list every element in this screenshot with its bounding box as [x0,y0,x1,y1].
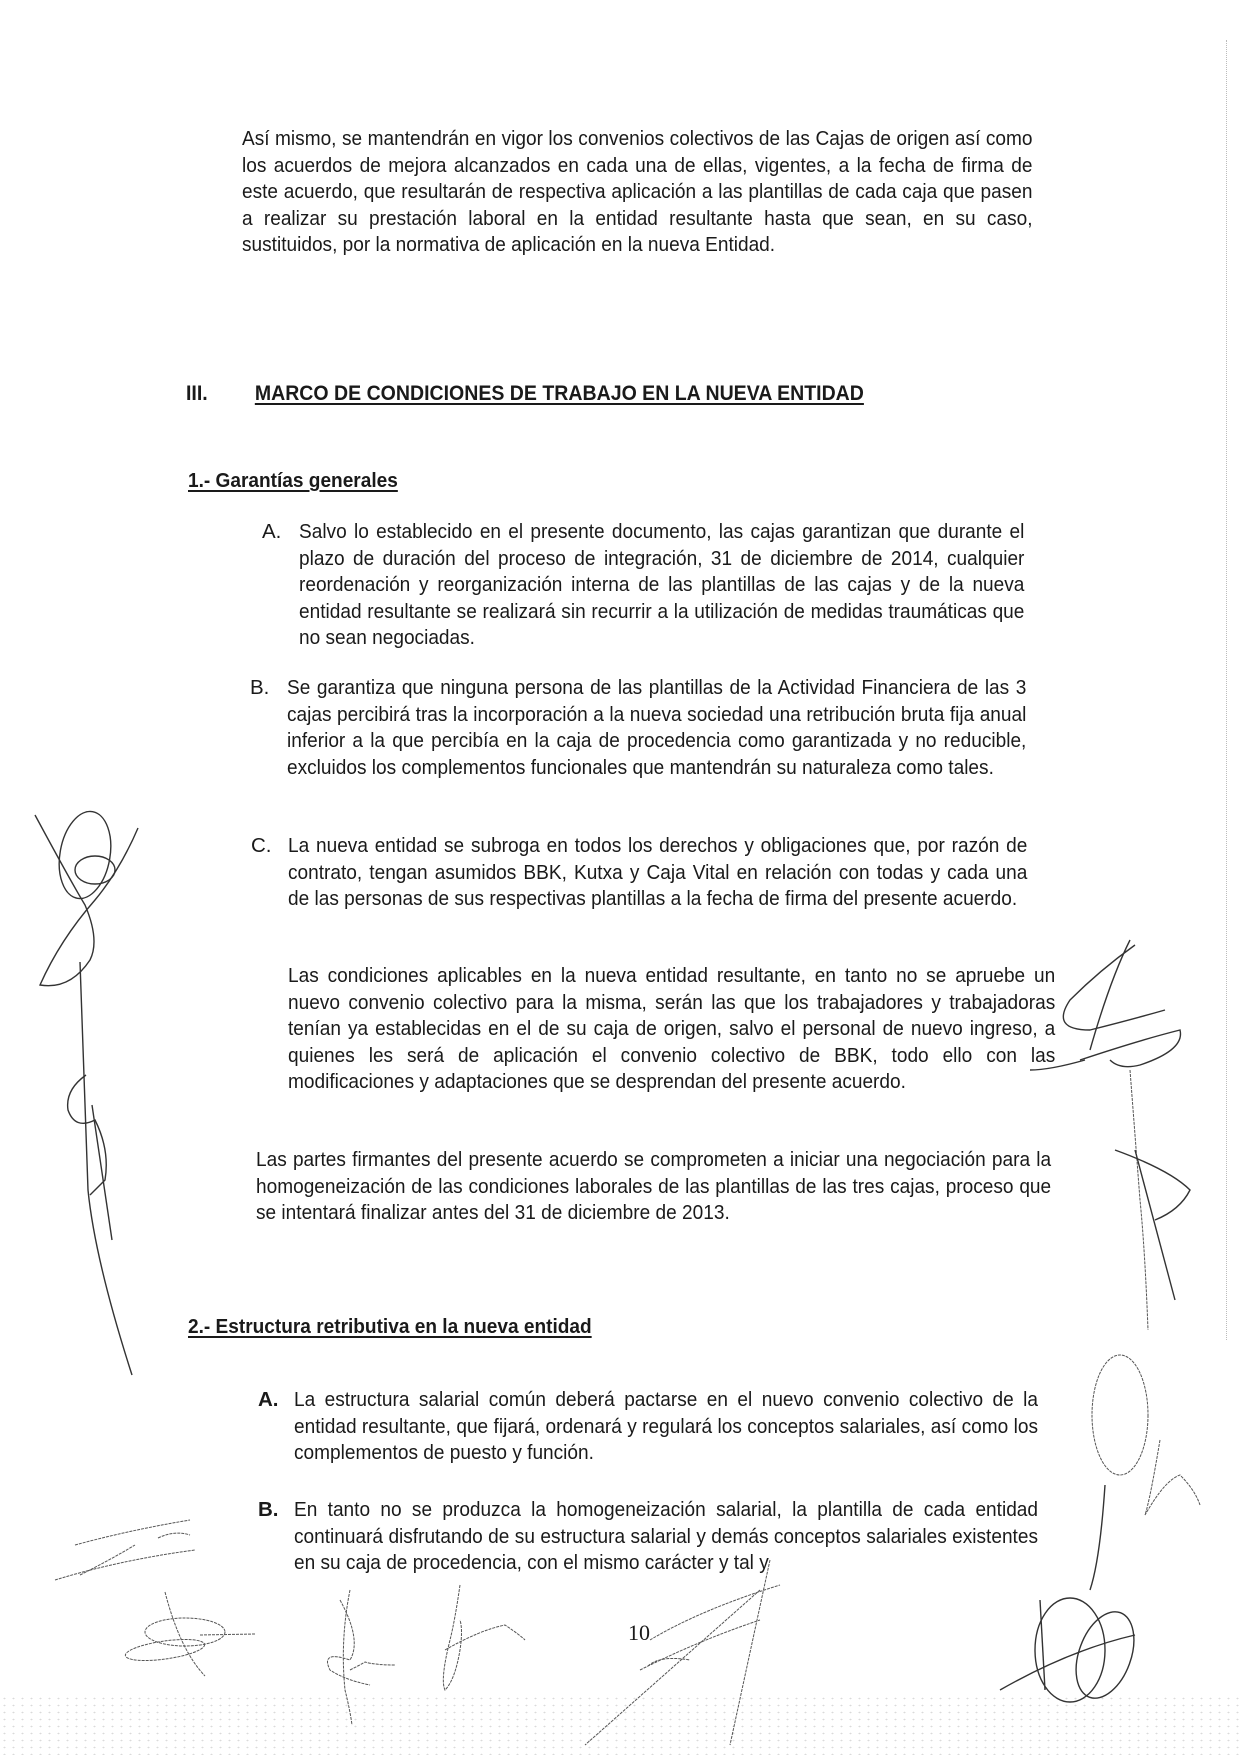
item-text: En tanto no se produzca la homogeneización salarial, la plantilla de cada entidad continuará disfrutando de su estructura salarial y demás conceptos salariales existentes en su caja de procedencia, con el mismo carácter y tal y [294,1498,1038,1575]
item-letter: B. [250,676,270,699]
section-heading [186,382,864,406]
signature-bottom-left-1 [55,1520,195,1580]
item-letter: A. [262,520,282,543]
signature-bottom-left-4 [443,1585,525,1690]
item-letter: C. [251,834,272,857]
signature-right-lower [1090,1355,1200,1590]
signature-bottom-right [1000,1598,1145,1706]
item-text: Salvo lo establecido en el presente documento, las cajas garantizan que durante el plazo de duración del proceso de integración, 31 de diciembre de 2014, cualquier reordenación y reorganización interna de las plantillas de las cajas y de la nueva entidad resultante se realizará sin recurrir a la utilización de medidas traumáticas que no sean negociadas. [299,520,1025,650]
item-letter: B. [258,1498,279,1521]
item-1c-continuation: Las condiciones aplicables en la nueva entidad resultante, en tanto no se apruebe un nuevo convenio colectivo para la misma, serán las que los trabajadores y trabajadoras tenían ya establecidas en el de su caja de origen, salvo el personal de nuevo ingreso, a quienes les será de aplicación el convenio colectivo de BBK, todo ello con las modificaciones y adaptaciones que se desprendan del presente acuerdo. [288,964,1056,1094]
scan-edge-line [1226,40,1227,1340]
section-number: III. [186,382,208,405]
item-text: Se garantiza que ninguna persona de las plantillas de la Actividad Financiera de las 3 cajas percibirá tras la incorporación a la nueva sociedad una retribución bruta fija anual inferior a la que percibía en la caja de procedencia como garantizada y no reducible, excluidos los complementos funcionales que mantendrán su naturaleza como tales. [287,676,1027,779]
page-number: 10 [628,1620,650,1645]
item-text: La estructura salarial común deberá pactarse en el nuevo convenio colectivo de la entidad resultante, que fijará, ordenará y regulará los conceptos salariales, así como los complementos de puesto y función. [294,1388,1038,1465]
signature-bottom-left-2 [124,1592,255,1676]
scan-noise [0,1695,1241,1755]
subsection-1-closing-paragraph: Las partes firmantes del presente acuerdo se comprometen a iniciar una negociación para la homogeneización de las condiciones laborales de las plantillas de las tres cajas, proceso que se intentará finalizar antes del 31 de diciembre de 2013. [256,1148,1052,1225]
item-text: La nueva entidad se subroga en todos los derechos y obligaciones que, por razón de contrato, tengan asumidos BBK, Kutxa y Caja Vital en relación con todas y cada una de las personas de sus respectivas plantillas a la fecha de firma del presente acuerdo. [288,834,1028,911]
item-letter: A. [258,1388,279,1411]
intro-paragraph: Así mismo, se mantendrán en vigor los convenios colectivos de las Cajas de origen así como los acuerdos de mejora alcanzados en cada una de ellas, vigentes, a la fecha de firma de este acuerdo, que resultarán de respectiva aplicación a las plantillas de cada caja que pasen a realizar su prestación laboral en la entidad resultante hasta que sean, en su caso, sustituidos, por la normativa de aplicación en la nueva Entidad. [242,127,1033,257]
section-title: MARCO DE CONDICIONES DE TRABAJO EN LA NUEVA ENTIDAD [254,382,864,405]
subsection-2-title: 2.- Estructura retributiva en la nueva entidad [188,1315,592,1338]
signature-left-margin [35,807,138,1375]
subsection-1-title: 1.- Garantías generales [188,469,398,492]
